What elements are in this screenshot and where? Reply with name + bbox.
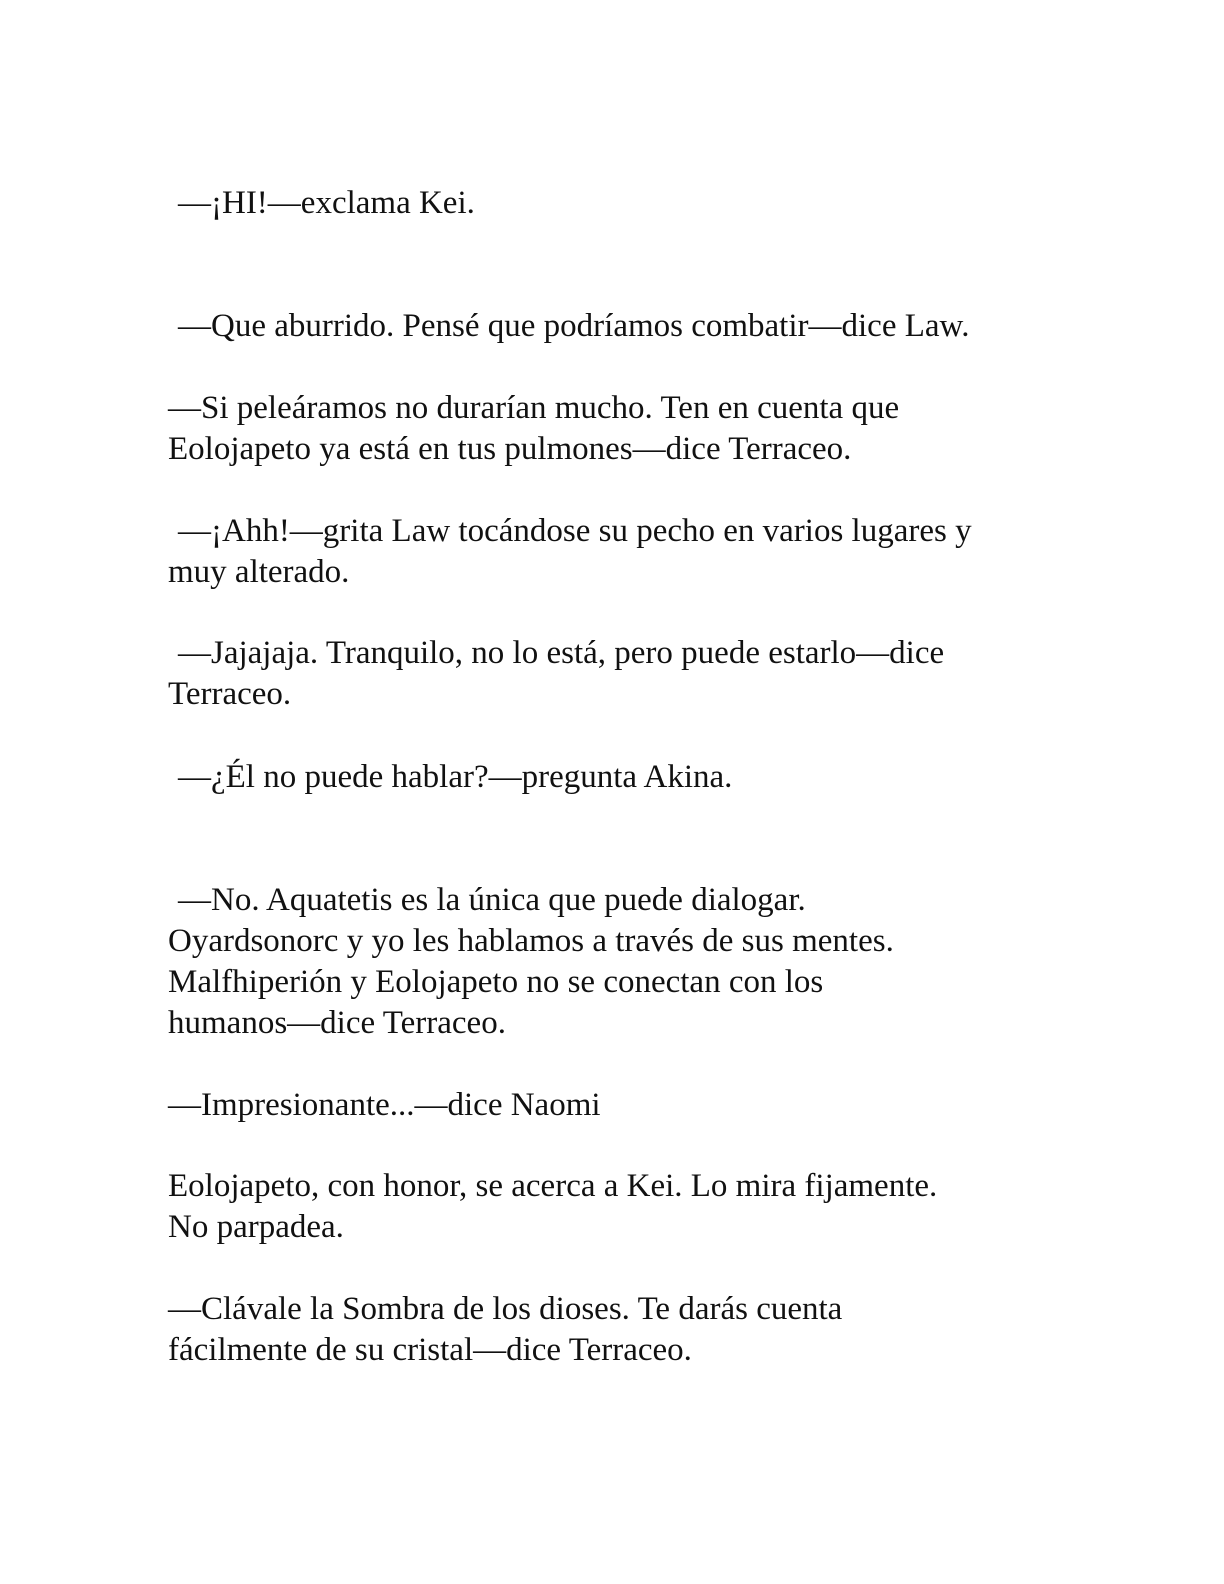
text-line: Malfhiperión y Eolojapeto no se conectan con los	[168, 964, 824, 1000]
text-line: —No. Aquatetis es la única que puede dialogar.	[178, 882, 806, 918]
paragraph-1	[168, 183, 1058, 224]
text-line: —Que aburrido. Pensé que podríamos combatir—dice Law.	[178, 308, 970, 344]
text-line: muy alterado.	[168, 554, 350, 590]
text-line: —Si peleáramos no durarían mucho. Ten en cuenta que	[168, 390, 900, 426]
text-line: Oyardsonorc y yo les hablamos a través de sus mentes.	[168, 923, 894, 959]
text-line: —Clávale la Sombra de los dioses. Te darás cuenta	[168, 1291, 843, 1327]
paragraph-2	[168, 306, 1058, 347]
paragraph-7	[168, 880, 1058, 1044]
text-line: —¡Ahh!—grita Law tocándose su pecho en varios lugares y	[178, 513, 972, 549]
text-line: No parpadea.	[168, 1209, 344, 1245]
text-line: —Jajajaja. Tranquilo, no lo está, pero puede estarlo—dice	[178, 635, 945, 671]
paragraph-8	[168, 1085, 1058, 1126]
paragraph-3	[168, 388, 1058, 470]
text-line: —¿Él no puede hablar?—pregunta Akina.	[178, 759, 733, 795]
paragraph-10	[168, 1289, 1058, 1371]
text-line: —Impresionante...—dice Naomi	[168, 1087, 601, 1123]
text-line: Terraceo.	[168, 676, 292, 712]
paragraph-5	[168, 633, 1058, 715]
text-line: Eolojapeto ya está en tus pulmones—dice Terraceo.	[168, 431, 852, 467]
paragraph-6	[168, 757, 1058, 798]
text-line: —¡HI!—exclama Kei.	[178, 185, 475, 221]
paragraph-4	[168, 511, 1058, 593]
paragraph-9	[168, 1166, 1058, 1248]
text-line: humanos—dice Terraceo.	[168, 1005, 506, 1041]
text-line: fácilmente de su cristal—dice Terraceo.	[168, 1332, 692, 1368]
text-line: Eolojapeto, con honor, se acerca a Kei. Lo mira fijamente.	[168, 1168, 938, 1204]
